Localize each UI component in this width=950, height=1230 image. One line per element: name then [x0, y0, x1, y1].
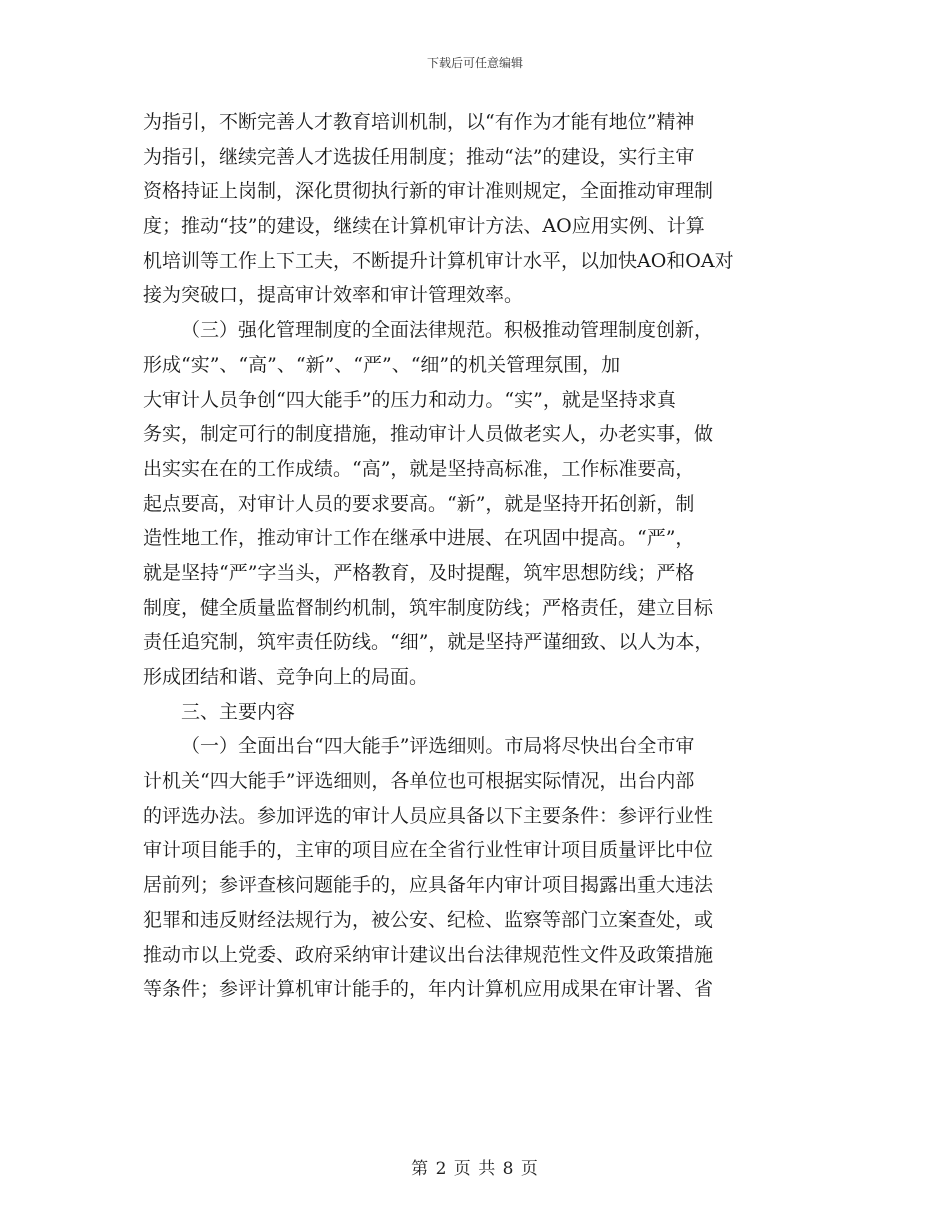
text-line: 推动市以上党委、政府采纳审计建议出台法律规范性文件及政策措施 — [143, 943, 714, 966]
text-line: 为指引，不断完善人才教育培训机制，以“有作为才能有地位”精神 — [143, 111, 695, 133]
document-body — [143, 105, 813, 1007]
text-line: 计机关“四大能手”评选细则，各单位也可根据实际情况，出台内部 — [143, 770, 695, 793]
text-line: 务实，制定可行的制度措施，推动审计人员做老实人，办老实事，做 — [143, 423, 714, 446]
text-line: 三、主要内容 — [181, 700, 296, 723]
text-line: 审计项目能手的，主审的项目应在全省行业性审计项目质量评比中位 — [143, 839, 714, 862]
text-line: 的评选办法。参加评选的审计人员应具备以下主要条件：参评行业性 — [143, 804, 714, 827]
text-line: 形成“实”、“高”、“新”、“严”、“细”的机关管理氛围，加 — [143, 353, 621, 376]
text-line: 责任追究制，筑牢责任防线。“细”，就是坚持严谨细致、以人为本， — [143, 631, 714, 654]
text-line: 就是坚持“严”字当头，严格教育，及时提醒，筑牢思想防线；严格 — [143, 561, 695, 584]
text-line: 形成团结和谐、竞争向上的局面。 — [143, 666, 429, 688]
text-line: 为指引，继续完善人才选拔任用制度；推动“法”的建设，实行主审 — [143, 145, 695, 168]
text-line: 度；推动“技”的建设，继续在计算机审计方法、AO应用实例、计算 — [143, 215, 705, 238]
text-line: 接为突破口，提高审计效率和审计管理效率。 — [143, 284, 524, 307]
text-line: 等条件；参评计算机审计能手的，年内计算机应用成果在审计署、省 — [143, 978, 714, 1001]
text-line: 资格持证上岗制，深化贯彻执行新的审计准则规定，全面推动审理制 — [143, 180, 714, 203]
text-line: （三）强化管理制度的全面法律规范。积极推动管理制度创新， — [181, 319, 714, 342]
text-line: 制度，健全质量监督制约机制，筑牢制度防线；严格责任，建立目标 — [143, 596, 714, 619]
text-line: 起点要高，对审计人员的要求要高。“新”，就是坚持开拓创新，制 — [143, 492, 695, 515]
text-line: 居前列；参评查核问题能手的，应具备年内审计项目揭露出重大违法 — [143, 874, 714, 897]
page-number-footer: 第 2 页 共 8 页 — [411, 1159, 539, 1179]
text-line: 大审计人员争创“四大能手”的压力和动力。“实”，就是坚持求真 — [143, 388, 676, 411]
page-header: 下载后可任意编辑 — [426, 56, 523, 70]
text-line: 出实实在在的工作成绩。“高”，就是坚持高标准，工作标准要高， — [143, 457, 695, 480]
text-line: 造性地工作，推动审计工作在继承中进展、在巩固中提高。“严”， — [143, 527, 695, 550]
text-line: 犯罪和违反财经法规行为，被公安、纪检、监察等部门立案查处，或 — [143, 908, 714, 931]
text-line: （一）全面出台“四大能手”评选细则。市局将尽快出台全市审 — [181, 735, 695, 758]
text-line: 机培训等工作上下工夫，不断提升计算机审计水平，以加快AO和OA对 — [143, 249, 734, 272]
